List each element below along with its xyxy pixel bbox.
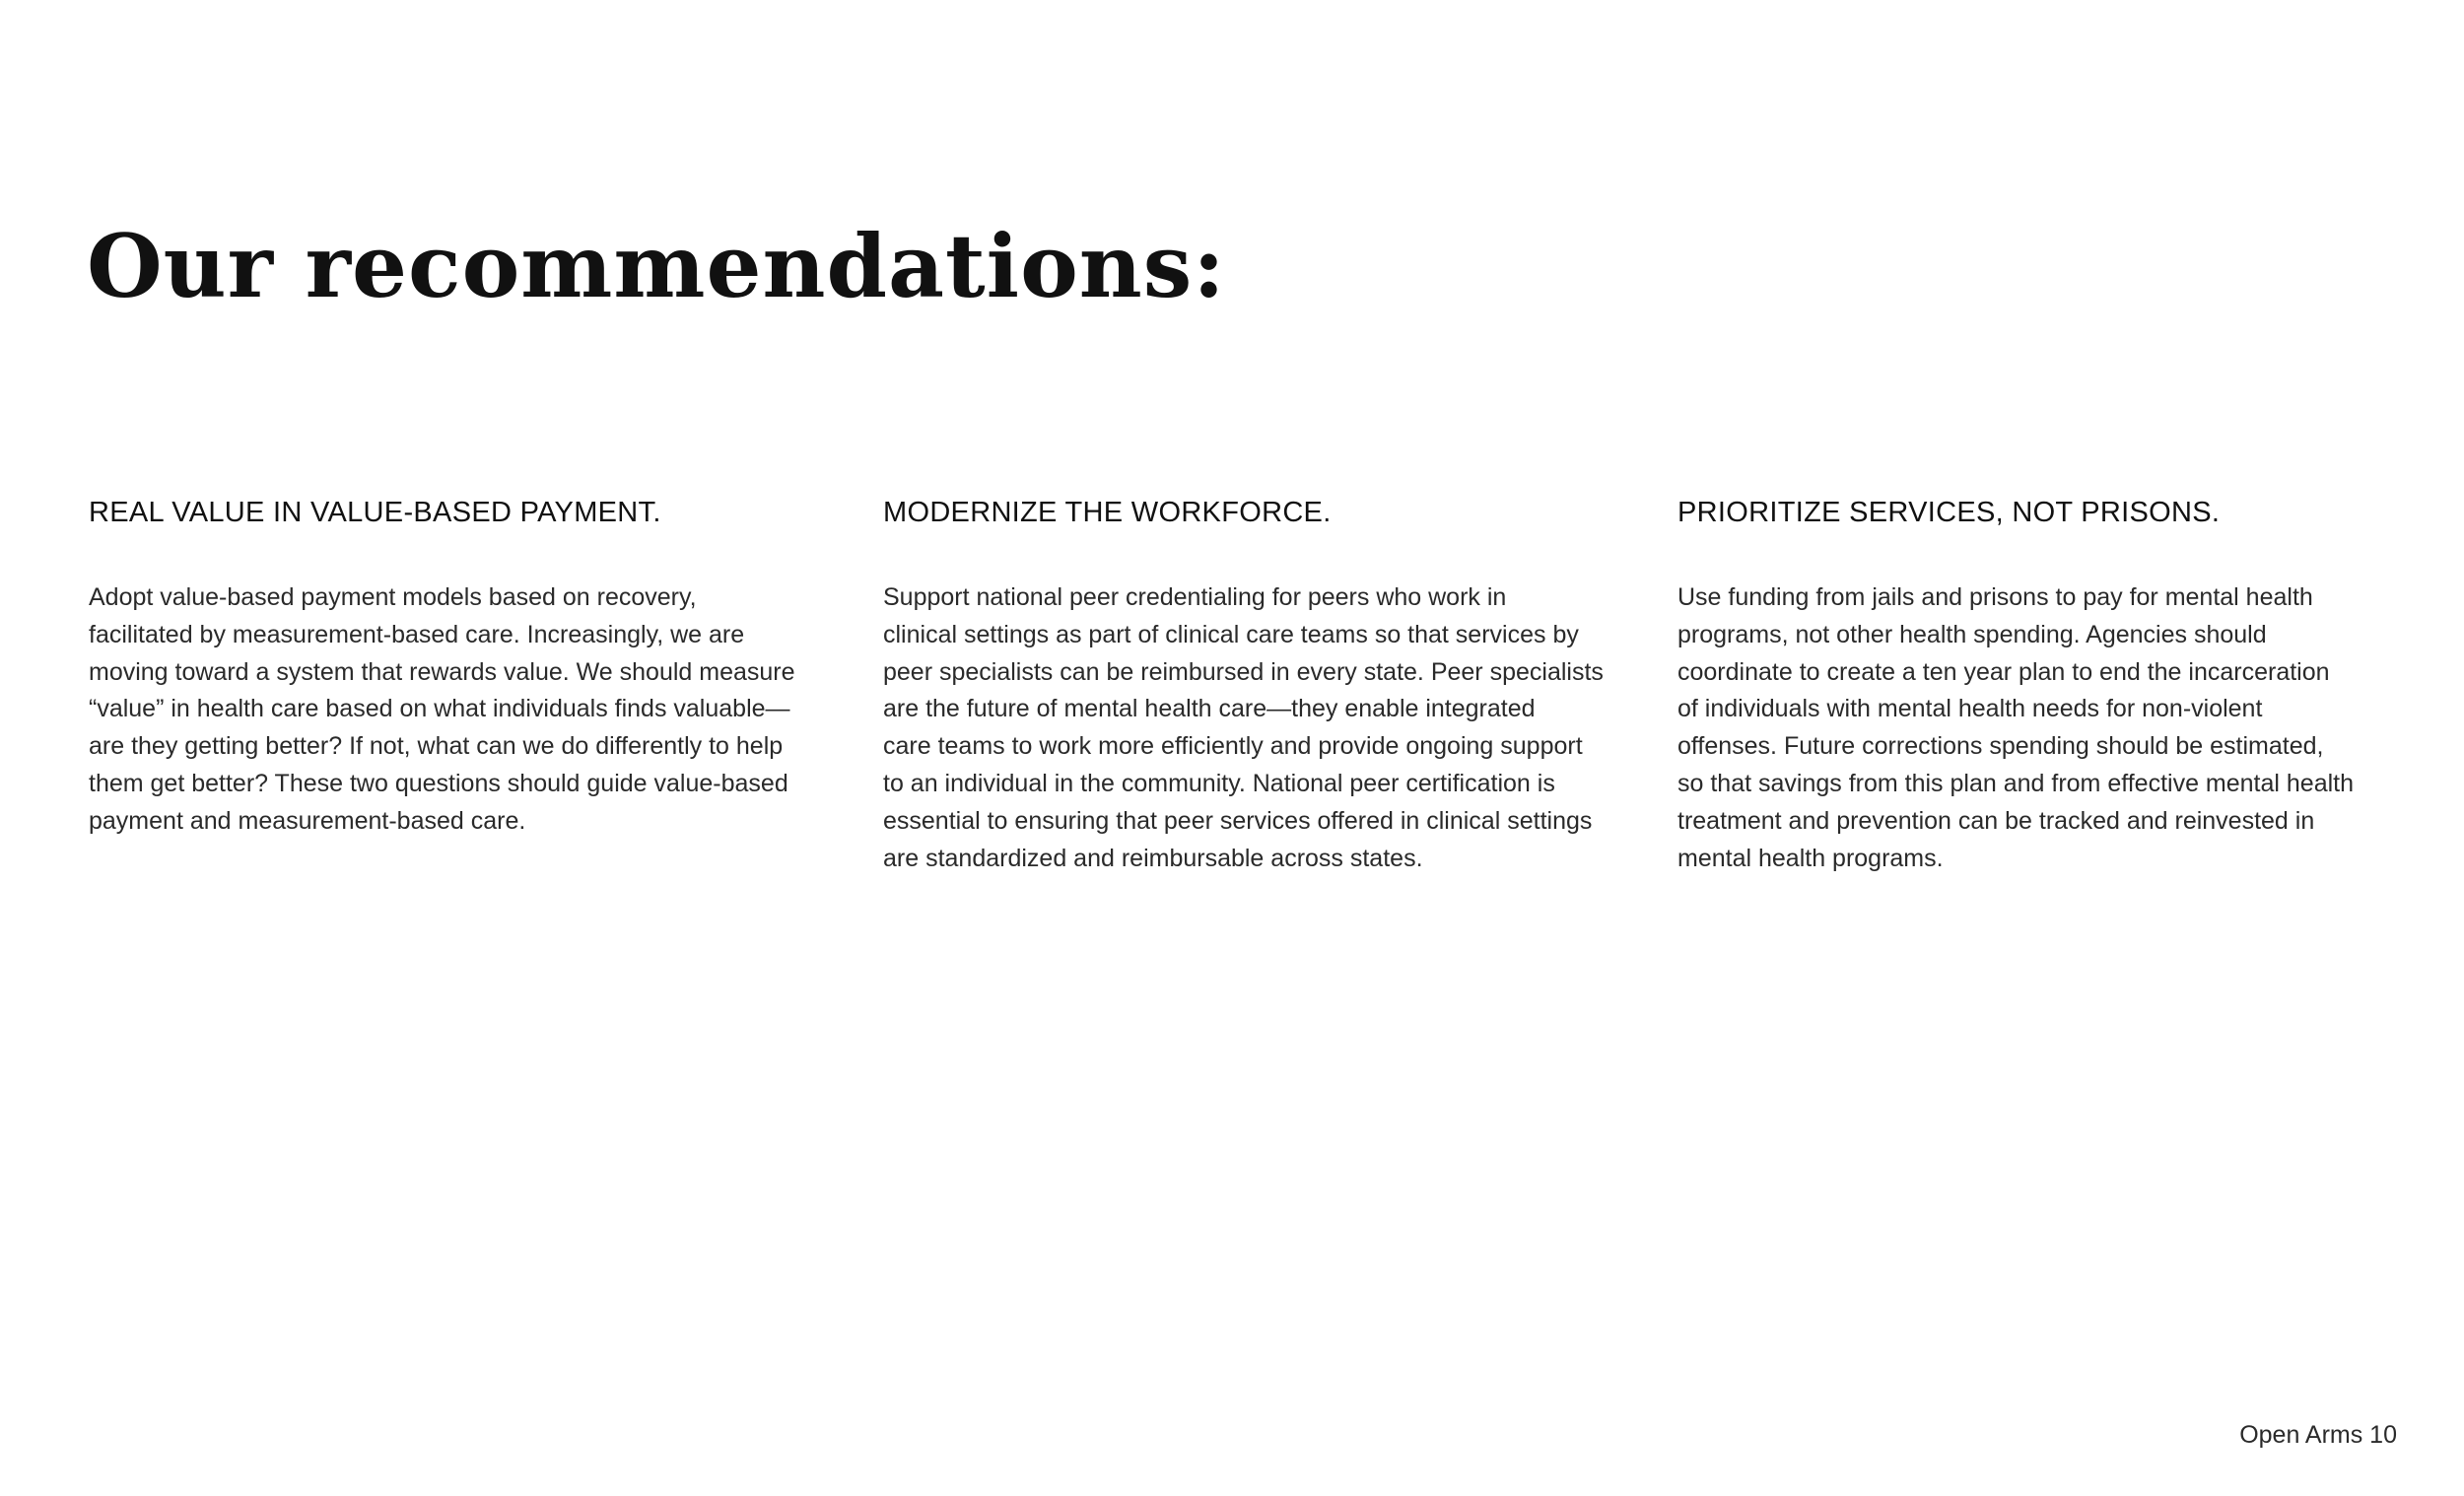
body-line: are the future of mental health care—they enable integrated — [883, 695, 1536, 723]
body-line: “value” in health care based on what individuals finds valuable— — [89, 695, 790, 723]
column-heading: REAL VALUE IN VALUE-BASED PAYMENT. — [89, 497, 661, 528]
body-line: treatment and prevention can be tracked and reinvested in — [1677, 806, 2315, 835]
body-line: them get better? These two questions should guide value-based — [89, 769, 788, 797]
body-line: offenses. Future corrections spending should be estimated, — [1677, 732, 2324, 761]
page-footer: Open Arms 10 — [2239, 1421, 2397, 1449]
column-body — [1677, 579, 2427, 877]
body-line: peer specialists can be reimbursed in every state. Peer specialists — [883, 657, 1604, 686]
recommendation-column-services-not-prisons — [1677, 495, 2427, 877]
body-line: are standardized and reimbursable across states. — [883, 844, 1423, 872]
body-line: mental health programs. — [1677, 844, 1944, 872]
page-title: Our recommendations: — [87, 215, 1226, 317]
body-line: Adopt value-based payment models based on recovery, — [89, 583, 697, 611]
body-line: of individuals with mental health needs for non-violent — [1677, 695, 2263, 723]
body-line: essential to ensuring that peer services offered in clinical settings — [883, 806, 1593, 835]
body-line: so that savings from this plan and from effective mental health — [1677, 769, 2355, 797]
body-line: moving toward a system that rewards value. We should measure — [89, 657, 795, 686]
recommendation-column-value-based-payment — [89, 495, 838, 841]
body-line: to an individual in the community. National peer certification is — [883, 769, 1555, 797]
recommendation-column-workforce — [883, 495, 1632, 877]
body-line: coordinate to create a ten year plan to end the incarceration — [1677, 657, 2330, 686]
body-line: are they getting better? If not, what can we do differently to help — [89, 732, 784, 761]
body-line: payment and measurement-based care. — [89, 806, 526, 835]
column-body — [883, 579, 1632, 877]
body-line: programs, not other health spending. Agencies should — [1677, 620, 2267, 648]
column-heading: PRIORITIZE SERVICES, NOT PRISONS. — [1677, 497, 2221, 528]
body-line: Support national peer credentialing for peers who work in — [883, 583, 1507, 611]
body-line: facilitated by measurement-based care. Increasingly, we are — [89, 620, 745, 648]
body-line: care teams to work more efficiently and provide ongoing support — [883, 732, 1583, 761]
body-line: clinical settings as part of clinical care teams so that services by — [883, 620, 1579, 648]
body-line: Use funding from jails and prisons to pay for mental health — [1677, 583, 2313, 611]
column-body — [89, 579, 838, 841]
column-heading: MODERNIZE THE WORKFORCE. — [883, 497, 1332, 528]
